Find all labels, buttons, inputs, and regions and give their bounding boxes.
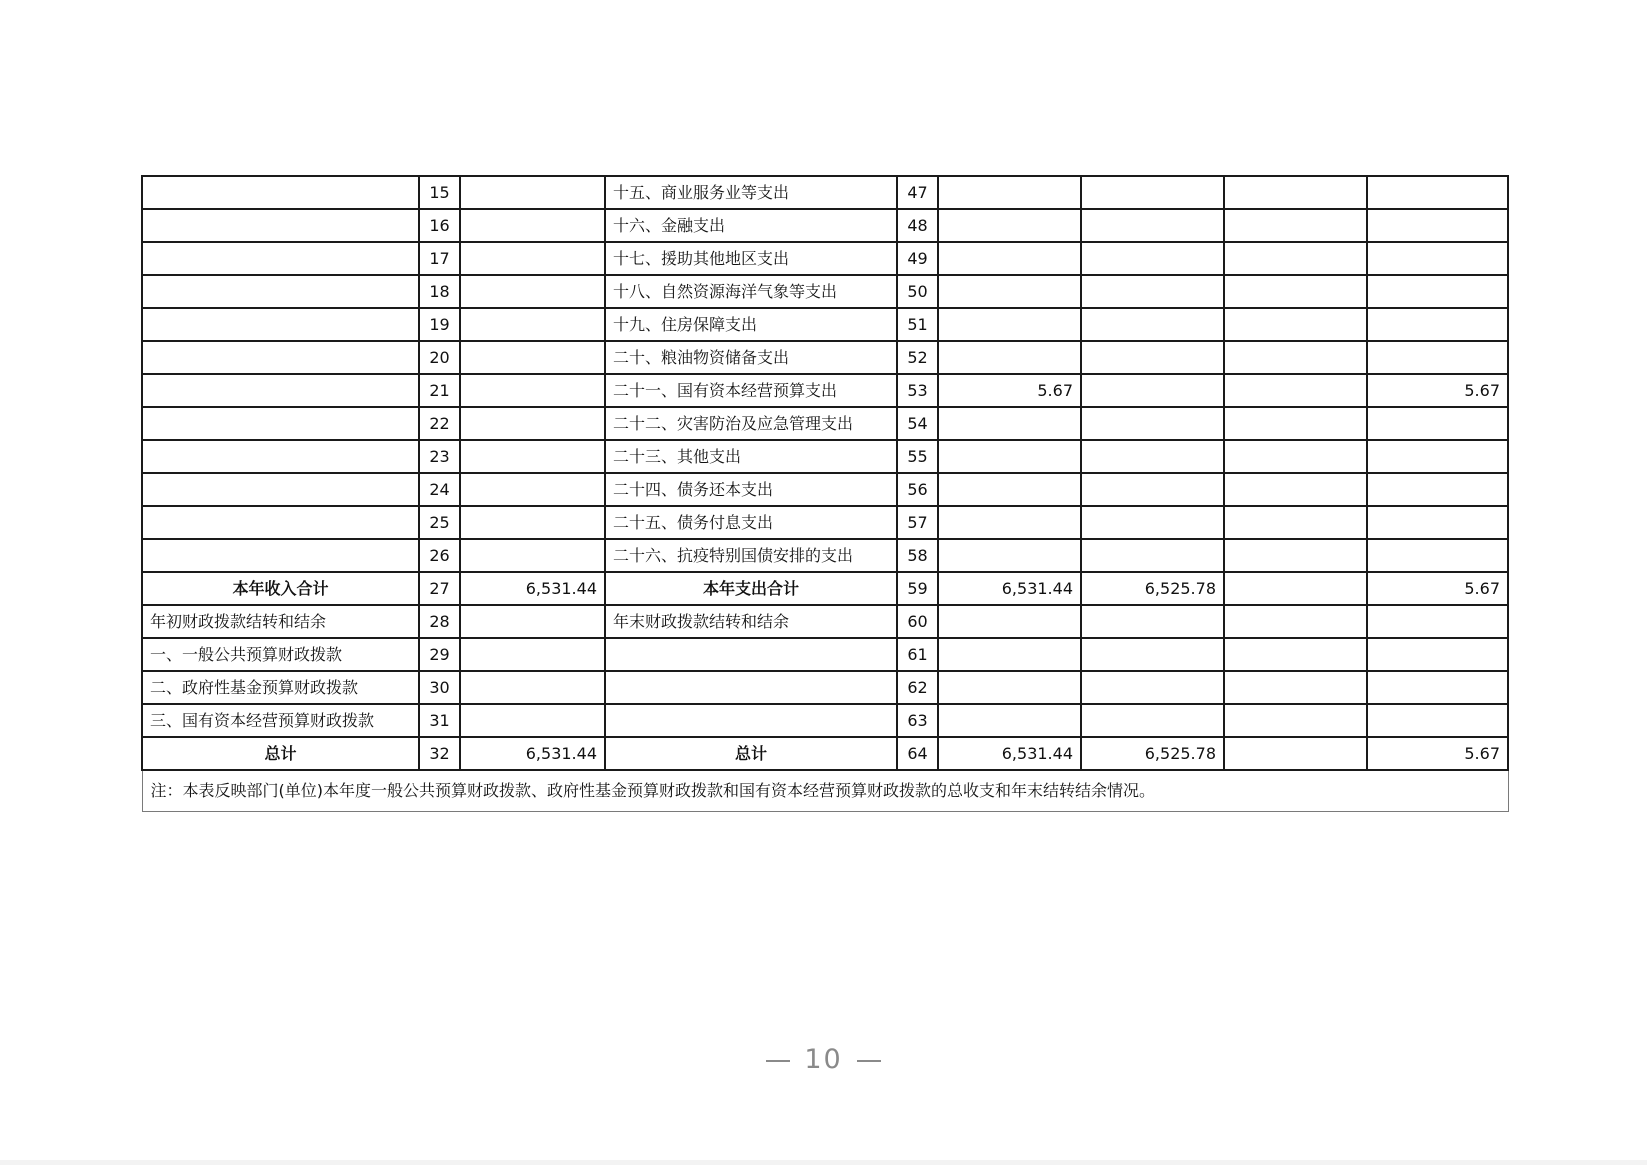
income-item-cell: 年初财政拨款结转和结余: [142, 605, 419, 638]
state-capital-budget-cell: [1367, 407, 1508, 440]
expense-item-cell: 年末财政拨款结转和结余: [605, 605, 897, 638]
expense-total-cell: 6,531.44: [938, 572, 1081, 605]
expense-total-cell: [938, 308, 1081, 341]
government-fund-budget-cell: [1224, 671, 1367, 704]
government-fund-budget-cell: [1224, 704, 1367, 737]
expense-line-number-cell: 49: [897, 242, 938, 275]
general-public-budget-cell: [1081, 671, 1224, 704]
income-amount-cell: [460, 374, 605, 407]
income-item-cell: [142, 374, 419, 407]
general-public-budget-cell: [1081, 638, 1224, 671]
expense-total-cell: [938, 275, 1081, 308]
table-row: [142, 506, 1508, 539]
government-fund-budget-cell: [1224, 473, 1367, 506]
expense-item-cell: 二十六、抗疫特别国债安排的支出: [605, 539, 897, 572]
income-line-number-cell: 16: [419, 209, 460, 242]
income-amount-cell: [460, 539, 605, 572]
income-item-cell: 二、政府性基金预算财政拨款: [142, 671, 419, 704]
fiscal-appropriation-table: [141, 175, 1509, 812]
expense-item-cell: 十八、自然资源海洋气象等支出: [605, 275, 897, 308]
expense-line-number-cell: 55: [897, 440, 938, 473]
table-row: [142, 440, 1508, 473]
general-public-budget-cell: [1081, 473, 1224, 506]
general-public-budget-cell: [1081, 539, 1224, 572]
income-line-number-cell: 26: [419, 539, 460, 572]
expense-line-number-cell: 64: [897, 737, 938, 770]
table-row: [142, 374, 1508, 407]
expense-line-number-cell: 59: [897, 572, 938, 605]
income-amount-cell: [460, 176, 605, 209]
expense-total-cell: [938, 209, 1081, 242]
income-item-cell: [142, 407, 419, 440]
income-line-number-cell: 29: [419, 638, 460, 671]
expense-total-cell: [938, 539, 1081, 572]
government-fund-budget-cell: [1224, 539, 1367, 572]
expense-line-number-cell: 48: [897, 209, 938, 242]
income-line-number-cell: 25: [419, 506, 460, 539]
expense-line-number-cell: 52: [897, 341, 938, 374]
state-capital-budget-cell: [1367, 209, 1508, 242]
income-amount-cell: [460, 671, 605, 704]
income-item-cell: [142, 341, 419, 374]
income-line-number-cell: 19: [419, 308, 460, 341]
general-public-budget-cell: [1081, 605, 1224, 638]
table-row: [142, 605, 1508, 638]
expense-line-number-cell: 57: [897, 506, 938, 539]
expense-line-number-cell: 51: [897, 308, 938, 341]
government-fund-budget-cell: [1224, 275, 1367, 308]
expense-line-number-cell: 60: [897, 605, 938, 638]
income-item-cell: [142, 242, 419, 275]
general-public-budget-cell: [1081, 275, 1224, 308]
expense-item-cell: 十七、援助其他地区支出: [605, 242, 897, 275]
table-note-row: [142, 770, 1508, 812]
state-capital-budget-cell: [1367, 176, 1508, 209]
income-amount-cell: [460, 341, 605, 374]
income-amount-cell: 6,531.44: [460, 737, 605, 770]
expense-total-cell: [938, 440, 1081, 473]
income-line-number-cell: 30: [419, 671, 460, 704]
general-public-budget-cell: [1081, 341, 1224, 374]
expense-line-number-cell: 53: [897, 374, 938, 407]
income-line-number-cell: 27: [419, 572, 460, 605]
income-item-cell: [142, 176, 419, 209]
state-capital-budget-cell: 5.67: [1367, 374, 1508, 407]
expense-line-number-cell: 56: [897, 473, 938, 506]
income-amount-cell: [460, 704, 605, 737]
general-public-budget-cell: [1081, 209, 1224, 242]
expense-item-cell: 二十二、灾害防治及应急管理支出: [605, 407, 897, 440]
table-row: [142, 407, 1508, 440]
general-public-budget-cell: 6,525.78: [1081, 572, 1224, 605]
income-line-number-cell: 20: [419, 341, 460, 374]
expense-item-cell: 十九、住房保障支出: [605, 308, 897, 341]
expense-total-cell: 6,531.44: [938, 737, 1081, 770]
government-fund-budget-cell: [1224, 176, 1367, 209]
general-public-budget-cell: [1081, 176, 1224, 209]
table-row: [142, 176, 1508, 209]
income-amount-cell: 6,531.44: [460, 572, 605, 605]
table-row: [142, 572, 1508, 605]
expense-item-cell: 二十一、国有资本经营预算支出: [605, 374, 897, 407]
general-public-budget-cell: [1081, 704, 1224, 737]
income-line-number-cell: 24: [419, 473, 460, 506]
table-row: [142, 308, 1508, 341]
government-fund-budget-cell: [1224, 737, 1367, 770]
government-fund-budget-cell: [1224, 242, 1367, 275]
expense-item-cell: [605, 671, 897, 704]
government-fund-budget-cell: [1224, 374, 1367, 407]
expense-item-cell: 总计: [605, 737, 897, 770]
government-fund-budget-cell: [1224, 407, 1367, 440]
state-capital-budget-cell: [1367, 473, 1508, 506]
expense-total-cell: [938, 407, 1081, 440]
expense-item-cell: 二十四、债务还本支出: [605, 473, 897, 506]
table-row: [142, 473, 1508, 506]
expense-item-cell: [605, 638, 897, 671]
government-fund-budget-cell: [1224, 506, 1367, 539]
expense-total-cell: [938, 671, 1081, 704]
state-capital-budget-cell: 5.67: [1367, 572, 1508, 605]
income-amount-cell: [460, 440, 605, 473]
state-capital-budget-cell: [1367, 275, 1508, 308]
state-capital-budget-cell: [1367, 605, 1508, 638]
page-number: [0, 1044, 1647, 1075]
expense-total-cell: [938, 176, 1081, 209]
income-item-cell: 本年收入合计: [142, 572, 419, 605]
income-item-cell: [142, 209, 419, 242]
expense-line-number-cell: 47: [897, 176, 938, 209]
government-fund-budget-cell: [1224, 209, 1367, 242]
state-capital-budget-cell: [1367, 671, 1508, 704]
expense-total-cell: [938, 506, 1081, 539]
general-public-budget-cell: [1081, 308, 1224, 341]
expense-line-number-cell: 54: [897, 407, 938, 440]
expense-total-cell: [938, 605, 1081, 638]
state-capital-budget-cell: 5.67: [1367, 737, 1508, 770]
income-amount-cell: [460, 638, 605, 671]
table-row: [142, 341, 1508, 374]
page-number-value: 10: [804, 1044, 843, 1075]
state-capital-budget-cell: [1367, 704, 1508, 737]
income-amount-cell: [460, 242, 605, 275]
income-line-number-cell: 21: [419, 374, 460, 407]
income-item-cell: [142, 506, 419, 539]
expense-line-number-cell: 62: [897, 671, 938, 704]
expense-line-number-cell: 50: [897, 275, 938, 308]
dash-left: [766, 1060, 790, 1062]
expense-total-cell: [938, 704, 1081, 737]
table-row: [142, 275, 1508, 308]
income-item-cell: [142, 275, 419, 308]
income-item-cell: 总计: [142, 737, 419, 770]
state-capital-budget-cell: [1367, 242, 1508, 275]
expense-total-cell: [938, 242, 1081, 275]
table-row: [142, 209, 1508, 242]
income-amount-cell: [460, 506, 605, 539]
income-line-number-cell: 23: [419, 440, 460, 473]
table-row: [142, 671, 1508, 704]
table-row: [142, 242, 1508, 275]
income-line-number-cell: 18: [419, 275, 460, 308]
expense-line-number-cell: 61: [897, 638, 938, 671]
state-capital-budget-cell: [1367, 638, 1508, 671]
expense-total-cell: [938, 638, 1081, 671]
general-public-budget-cell: [1081, 242, 1224, 275]
state-capital-budget-cell: [1367, 341, 1508, 374]
income-line-number-cell: 32: [419, 737, 460, 770]
income-item-cell: [142, 440, 419, 473]
state-capital-budget-cell: [1367, 539, 1508, 572]
income-line-number-cell: 28: [419, 605, 460, 638]
expense-total-cell: [938, 341, 1081, 374]
table-row: [142, 539, 1508, 572]
expense-item-cell: 十五、商业服务业等支出: [605, 176, 897, 209]
general-public-budget-cell: [1081, 407, 1224, 440]
state-capital-budget-cell: [1367, 308, 1508, 341]
expense-item-cell: 本年支出合计: [605, 572, 897, 605]
dash-right: [857, 1060, 881, 1062]
table-note: 注：本表反映部门(单位)本年度一般公共预算财政拨款、政府性基金预算财政拨款和国有资本经营预算财政拨款的总收支和年末结转结余情况。: [142, 770, 1508, 812]
table-row: [142, 638, 1508, 671]
income-amount-cell: [460, 209, 605, 242]
expense-item-cell: 十六、金融支出: [605, 209, 897, 242]
expense-item-cell: 二十三、其他支出: [605, 440, 897, 473]
table-body: [142, 176, 1508, 812]
general-public-budget-cell: [1081, 506, 1224, 539]
general-public-budget-cell: [1081, 440, 1224, 473]
state-capital-budget-cell: [1367, 506, 1508, 539]
income-line-number-cell: 17: [419, 242, 460, 275]
income-item-cell: 一、一般公共预算财政拨款: [142, 638, 419, 671]
government-fund-budget-cell: [1224, 572, 1367, 605]
government-fund-budget-cell: [1224, 605, 1367, 638]
table-row: [142, 737, 1508, 770]
government-fund-budget-cell: [1224, 308, 1367, 341]
expense-total-cell: 5.67: [938, 374, 1081, 407]
government-fund-budget-cell: [1224, 440, 1367, 473]
table-row: [142, 704, 1508, 737]
expense-total-cell: [938, 473, 1081, 506]
expense-line-number-cell: 58: [897, 539, 938, 572]
expense-item-cell: 二十五、债务付息支出: [605, 506, 897, 539]
income-item-cell: [142, 539, 419, 572]
general-public-budget-cell: [1081, 374, 1224, 407]
income-line-number-cell: 22: [419, 407, 460, 440]
expense-line-number-cell: 63: [897, 704, 938, 737]
income-amount-cell: [460, 275, 605, 308]
income-item-cell: [142, 473, 419, 506]
government-fund-budget-cell: [1224, 341, 1367, 374]
expense-item-cell: [605, 704, 897, 737]
income-amount-cell: [460, 308, 605, 341]
income-line-number-cell: 15: [419, 176, 460, 209]
income-line-number-cell: 31: [419, 704, 460, 737]
income-amount-cell: [460, 473, 605, 506]
general-public-budget-cell: 6,525.78: [1081, 737, 1224, 770]
state-capital-budget-cell: [1367, 440, 1508, 473]
income-item-cell: [142, 308, 419, 341]
income-amount-cell: [460, 407, 605, 440]
income-amount-cell: [460, 605, 605, 638]
expense-item-cell: 二十、粮油物资储备支出: [605, 341, 897, 374]
income-item-cell: 三、国有资本经营预算财政拨款: [142, 704, 419, 737]
government-fund-budget-cell: [1224, 638, 1367, 671]
